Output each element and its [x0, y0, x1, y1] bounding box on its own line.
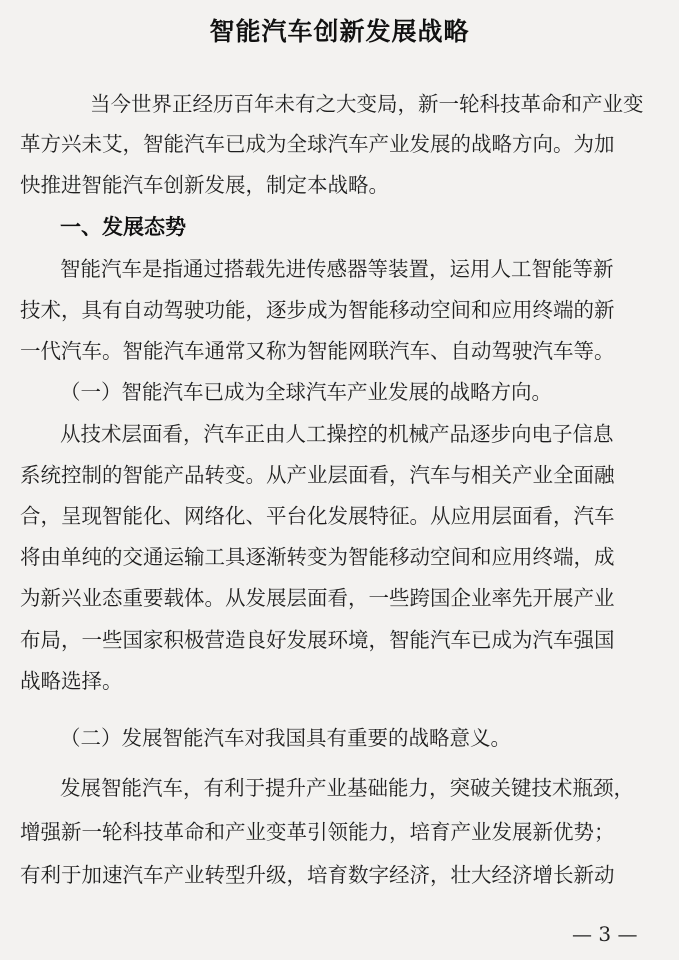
sub1-line-4: 将由单纯的交通运输工具逐渐转变为智能移动空间和应用终端，成 — [20, 545, 615, 569]
section-heading-1: 一、发展态势 — [60, 215, 186, 239]
intro-line-3: 快推进智能汽车创新发展，制定本战略。 — [20, 173, 389, 197]
sub2-line-3: 有利于加速汽车产业转型升级，培育数字经济，壮大经济增长新动 — [20, 863, 615, 887]
sub1-line-3: 合，呈现智能化、网络化、平台化发展特征。从应用层面看，汽车 — [20, 504, 615, 528]
sub2-line-2: 增强新一轮科技革命和产业变革引领能力，培育产业发展新优势； — [20, 820, 615, 844]
sub1-line-6: 布局，一些国家积极营造良好发展环境，智能汽车已成为汽车强国 — [20, 628, 615, 652]
sub1-line-1: 从技术层面看，汽车正由人工操控的机械产品逐步向电子信息 — [60, 422, 614, 446]
page-number: — 3 — — [572, 922, 638, 946]
section1-line-1: 智能汽车是指通过搭载先进传感器等装置，运用人工智能等新 — [60, 257, 614, 281]
intro-line-2: 革方兴未艾，智能汽车已成为全球汽车产业发展的战略方向。为加 — [20, 132, 615, 156]
intro-line-1: 当今世界正经历百年未有之大变局，新一轮科技革命和产业变 — [90, 92, 644, 116]
sub1-line-2: 系统控制的智能产品转变。从产业层面看，汽车与相关产业全面融 — [20, 463, 615, 487]
subsection-heading-2: （二）发展智能汽车对我国具有重要的战略意义。 — [60, 726, 511, 750]
section1-line-3: 一代汽车。智能汽车通常又称为智能网联汽车、自动驾驶汽车等。 — [20, 339, 615, 363]
sub1-line-5: 为新兴业态重要载体。从发展层面看，一些跨国企业率先开展产业 — [20, 586, 615, 610]
sub2-line-1: 发展智能汽车，有利于提升产业基础能力，突破关键技术瓶颈， — [60, 776, 634, 800]
sub1-line-7: 战略选择。 — [20, 669, 123, 693]
document-title: 智能汽车创新发展战略 — [209, 17, 470, 46]
section1-line-2: 技术，具有自动驾驶功能，逐步成为智能移动空间和应用终端的新 — [20, 298, 615, 322]
subsection-heading-1: （一）智能汽车已成为全球汽车产业发展的战略方向。 — [60, 380, 552, 404]
